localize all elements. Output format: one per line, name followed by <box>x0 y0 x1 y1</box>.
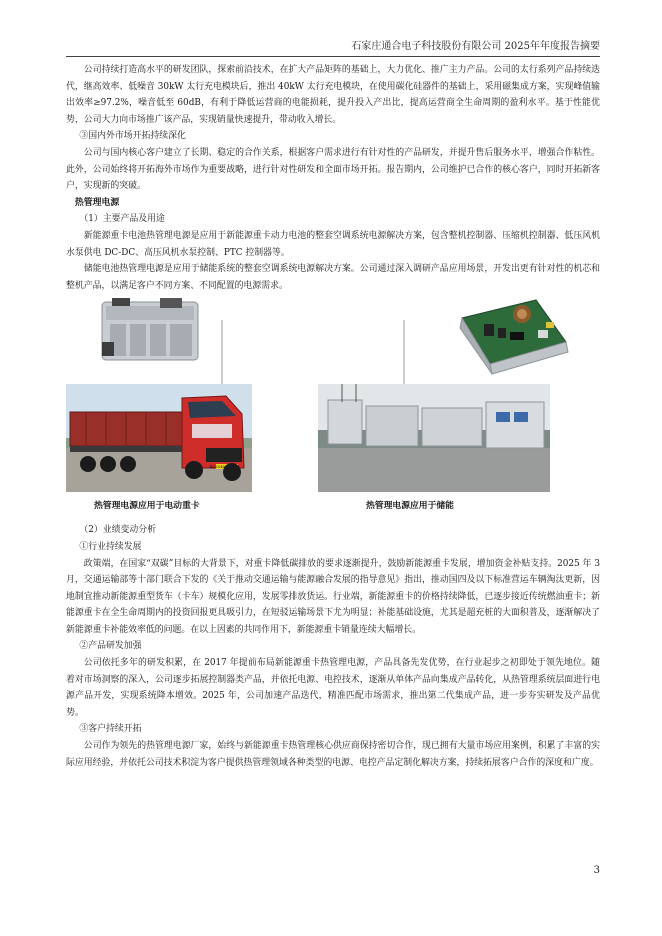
page-number: 3 <box>593 865 600 876</box>
subheading-customers: ③客户持续开拓 <box>79 724 142 735</box>
energy-storage-photo <box>318 384 550 492</box>
subheading-industry: ①行业持续发展 <box>79 541 142 552</box>
product-application-figure <box>66 298 600 516</box>
paragraph-industry: 政策端，在国家“双碳”目标的大背景下，对重卡降低碳排放的要求逐渐提升，鼓励新能源重卡发展，增加资金补贴支持。2025 年 3 月，交通运输部等十部门联合下发的《关于推动交通运输与能源融合发展的指导意见》指出，推动国四及以下标准营运车辆淘汰更新，因地制宜推动新能源重型货车（卡车）规模化应用，发展零排放货运。行业端，新能源重卡的价格持续降低，已逐步接近传统燃油重卡；新能源重卡在全生命周期内的投资回报更具吸引力，在短驳运输场景下尤为明显；补能基础设施，尤其是超充桩的大面积普及，逐渐解决了新能源重卡补能效率低的问题。在以上因素的共同作用下，新能源重卡销量连续大幅增长。 <box>66 558 600 635</box>
header-title: 石家庄通合电子科技股份有限公司 2025年年度报告摘要 <box>351 41 600 52</box>
section-heading-thermal: 热管理电源 <box>74 197 120 208</box>
circuit-board-photo <box>460 300 568 374</box>
page-header <box>66 40 600 57</box>
paragraph-rd: 公司依托多年的研发积累，在 2017 年提前布局新能源重卡热管理电源，产品具备先发优势，在行业起步之初即处于领先地位。随着对市场洞察的深入，公司逐步拓展控制器类产品，并依托电源、电控技术，逐渐从单体产品向集成产品转化，从热管理系统层面进行电源产品开发，实现系统降本增效。2025 年，公司加速产品迭代，精准匹配市场需求，推出第二代集成产品，进一步夯实研发及产品优势。 <box>66 658 600 718</box>
figure-caption-storage: 热管理电源应用于储能 <box>366 501 454 512</box>
paragraph-truck-power: 新能源重卡电池热管理电源是应用于新能源重卡动力电池的整套空调系统电源解决方案，包含整机控制器、压缩机控制器、低压风机水泵供电 DC-DC、高压风机水泵控制、PTC 控制器等。 <box>66 230 600 258</box>
subheading-rd: ②产品研发加强 <box>79 641 142 652</box>
paragraph-customers: 公司作为领先的热管理电源厂家，始终与新能源重卡热管理核心供应商保持密切合作，现已拥有大量市场应用案例，积累了丰富的实际应用经验，并依托公司技术积淀为客户提供热管理领域各种类型的电源、电控产品定制化解决方案，持续拓展客户合作的深度和广度。 <box>66 741 600 768</box>
paragraph-market: 公司与国内核心客户建立了长期、稳定的合作关系，根据客户需求进行有针对性的产品研发，并提升售后服务水平，增强合作粘性。此外，公司始终将开拓海外市场作为重要战略，进行针对性研发和全面市场开拓。报告期内，公司维护已合作的核心客户，同时开拓新客户，实现新的突破。 <box>66 147 600 192</box>
subheading-products: （1）主要产品及用途 <box>79 214 165 225</box>
report-body <box>66 62 600 771</box>
electric-truck-photo <box>66 384 252 492</box>
paragraph-rd-team: 公司持续打造高水平的研发团队，探索前沿技术，在扩大产品矩阵的基础上，大力优化、推广主力产品。公司的太行系列产品持续迭代，继高效率、低噪音 30kW 太行充电模块后，推出 40kW 太行充电模块，在使用碳化硅器件的基础上，采用磁集成方案，实现峰值输出效率≥97.2%，噪音低至 60dB，有利于降低运营商的电能损耗，提升投入产出比，提高运营商全生命周期的盈利水平。基于性能优势，公司大力向市场推广该产品，实现销量快速提升，带动收入增长。 <box>66 65 600 125</box>
subheading-market: ③国内外市场开拓持续深化 <box>79 131 186 142</box>
figure-caption-truck: 热管理电源应用于电动重卡 <box>94 501 200 512</box>
subheading-performance: （2）业绩变动分析 <box>79 525 156 536</box>
thermal-controller-photo <box>102 298 198 360</box>
figure-illustration <box>66 298 600 516</box>
paragraph-storage-power: 储能电池热管理电源是应用于储能系统的整套空调系统电源解决方案。公司通过深入调研产品应用场景，开发出更有针对性的机芯和整机产品，以满足客户不同方案、不同配置的电源需求。 <box>66 264 600 291</box>
truck-plate: 冀A·C9468 <box>209 465 227 470</box>
